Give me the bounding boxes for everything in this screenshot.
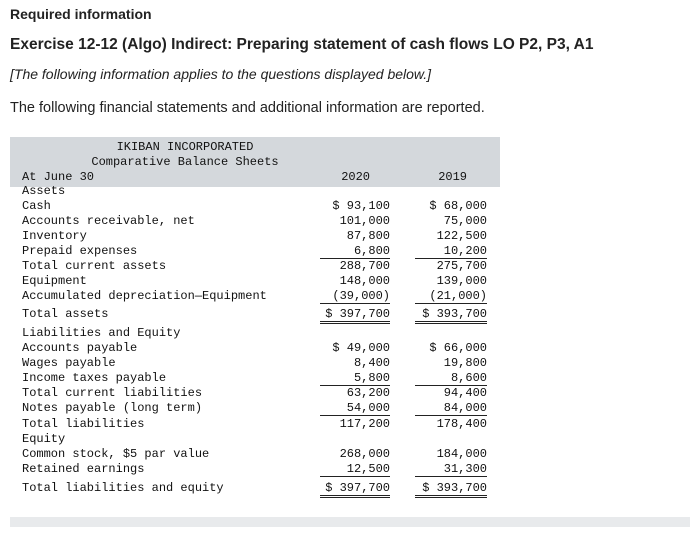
row-label: Accounts payable bbox=[22, 341, 138, 355]
row-label: Wages payable bbox=[22, 356, 116, 370]
value-2020: $ 397,700 bbox=[320, 481, 390, 498]
applies-note: [The following information applies to the questions displayed below.] bbox=[10, 66, 432, 82]
value-2020: $ 397,700 bbox=[320, 307, 390, 324]
row-label: Liabilities and Equity bbox=[22, 326, 181, 340]
row-label: Income taxes payable bbox=[22, 371, 167, 385]
row-label: Total assets bbox=[22, 307, 109, 321]
bottom-divider-band bbox=[10, 517, 690, 527]
row-label: Total liabilities and equity bbox=[22, 481, 224, 495]
exercise-title: Exercise 12-12 (Algo) Indirect: Preparing statement of cash flows LO P2, P3, A1 bbox=[10, 36, 594, 53]
row-label: Total current assets bbox=[22, 259, 167, 273]
row-label: Total current liabilities bbox=[22, 386, 203, 400]
row-cash bbox=[10, 199, 500, 214]
row-label: Total liabilities bbox=[22, 417, 145, 431]
company-name: IKIBAN INCORPORATED bbox=[116, 140, 254, 154]
row-accumulated-depreciation bbox=[10, 289, 500, 304]
row-label: Notes payable (long term) bbox=[22, 401, 203, 415]
row-income-taxes-payable bbox=[10, 371, 500, 386]
row-accounts-receivable bbox=[10, 214, 500, 229]
row-label: Inventory bbox=[22, 229, 87, 243]
value-2019: 122,500 bbox=[436, 229, 487, 243]
intro-text: The following financial statements and additional information are reported. bbox=[10, 100, 485, 116]
row-prepaid-expenses bbox=[10, 244, 500, 259]
value-2019: 184,000 bbox=[436, 447, 487, 461]
required-information-heading: Required information bbox=[10, 6, 152, 22]
value-2019: $ 68,000 bbox=[429, 199, 487, 213]
row-equity bbox=[10, 432, 500, 447]
row-wages-payable bbox=[10, 356, 500, 371]
row-label: Retained earnings bbox=[22, 462, 145, 476]
value-2019: 19,800 bbox=[443, 356, 487, 370]
row-common-stock bbox=[10, 447, 500, 462]
value-2020: $ 49,000 bbox=[332, 341, 390, 355]
value-2020: 5,800 bbox=[320, 371, 390, 386]
row-assets bbox=[10, 184, 500, 199]
row-total-liabilities bbox=[10, 417, 500, 432]
value-2019: (21,000) bbox=[415, 289, 487, 304]
value-2019: 275,700 bbox=[436, 259, 487, 273]
row-label: Common stock, $5 par value bbox=[22, 447, 210, 461]
value-2020: 268,000 bbox=[339, 447, 390, 461]
balance-sheet bbox=[10, 137, 500, 509]
value-2019: 75,000 bbox=[443, 214, 487, 228]
value-2019: 84,000 bbox=[415, 401, 487, 416]
value-2020: 63,200 bbox=[346, 386, 390, 400]
statement-title: Comparative Balance Sheets bbox=[91, 155, 279, 169]
row-accounts-payable bbox=[10, 341, 500, 356]
row-total-current-liabilities bbox=[10, 386, 500, 401]
year-2019-header: 2019 bbox=[438, 170, 467, 184]
row-equipment bbox=[10, 274, 500, 289]
value-2019: $ 393,700 bbox=[415, 307, 487, 324]
value-2020: (39,000) bbox=[320, 289, 390, 304]
value-2020: $ 93,100 bbox=[332, 199, 390, 213]
value-2019: 178,400 bbox=[436, 417, 487, 431]
row-total-liabilities-and-equity bbox=[10, 481, 500, 496]
value-2020: 101,000 bbox=[339, 214, 390, 228]
value-2020: 87,800 bbox=[346, 229, 390, 243]
row-total-current-assets bbox=[10, 259, 500, 274]
row-label: Accounts receivable, net bbox=[22, 214, 195, 228]
row-label: Equity bbox=[22, 432, 66, 446]
value-2019: 10,200 bbox=[415, 244, 487, 259]
value-2020: 117,200 bbox=[339, 417, 390, 431]
row-label: Prepaid expenses bbox=[22, 244, 138, 258]
value-2020: 6,800 bbox=[320, 244, 390, 259]
value-2020: 288,700 bbox=[339, 259, 390, 273]
value-2019: 31,300 bbox=[415, 462, 487, 477]
row-total-assets bbox=[10, 307, 500, 322]
value-2019: 8,600 bbox=[415, 371, 487, 386]
year-2020-header: 2020 bbox=[341, 170, 370, 184]
row-inventory bbox=[10, 229, 500, 244]
row-label: Assets bbox=[22, 184, 66, 198]
value-2019: 94,400 bbox=[443, 386, 487, 400]
row-label: Accumulated depreciation—Equipment bbox=[22, 289, 267, 303]
value-2020: 148,000 bbox=[339, 274, 390, 288]
row-retained-earnings bbox=[10, 462, 500, 477]
value-2019: 139,000 bbox=[436, 274, 487, 288]
value-2020: 54,000 bbox=[320, 401, 390, 416]
value-2019: $ 66,000 bbox=[429, 341, 487, 355]
row-label: Equipment bbox=[22, 274, 87, 288]
row-label: Cash bbox=[22, 199, 51, 213]
value-2019: $ 393,700 bbox=[415, 481, 487, 498]
row-notes-payable bbox=[10, 401, 500, 416]
value-2020: 8,400 bbox=[353, 356, 390, 370]
value-2020: 12,500 bbox=[320, 462, 390, 477]
date-label: At June 30 bbox=[22, 170, 95, 184]
row-liabilities-and-equity bbox=[10, 326, 500, 341]
